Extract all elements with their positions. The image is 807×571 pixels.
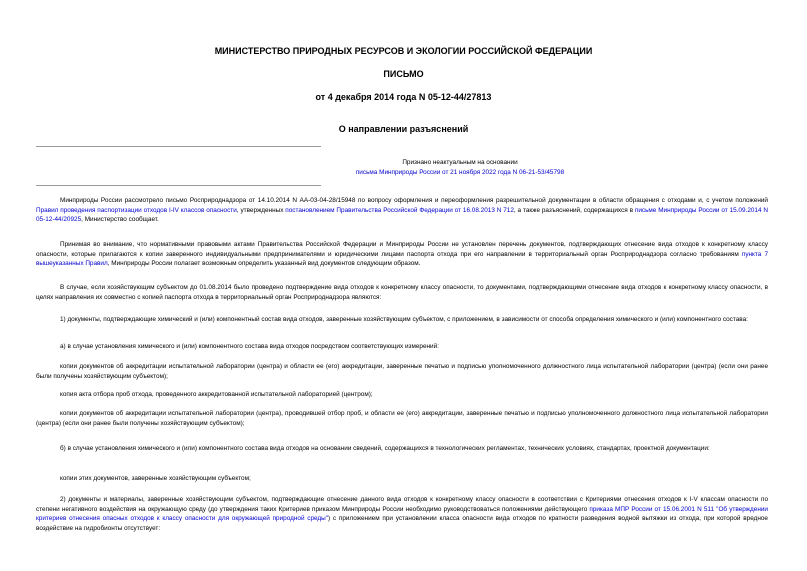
link-rules-point-7[interactable]: пункта 7 вышеуказанных Правил (36, 250, 768, 268)
document-subject: О направлении разъяснений (338, 124, 469, 134)
link-mpr-order-511[interactable]: приказа МПР России от 15.06.2001 N 511 "Об утверждении критериев отнесения опасных отходов к классу опасности для окружающей природной среды" (36, 505, 768, 523)
paragraph-text: , утвержденных (236, 206, 286, 214)
document-date-number: от 4 декабря 2014 года N 05-12-44/27813 (315, 92, 492, 102)
link-ministry-letter[interactable]: письме Минприроды России от 15.09.2014 N 05-12-44/20925 (36, 206, 768, 224)
paragraph-text: , Минприроды России полагает возможным определить указанный вид документов следующим образом. (107, 260, 421, 268)
status-note-link-line (260, 168, 660, 178)
status-note: Признано неактуальным на основании (402, 159, 518, 166)
paragraph-text: 2) документы и материалы, заверенные хозяйствующим субъектом, подтверждающие отнесение данного вида отходов к конкретному классу опасности в соответствии с Критериями отнесения отходов к I-V классам опасности по степени негативного воздействия на окружающую среду (до утверждения таких Критериев приказом Минприроды России необходимо руководствоваться положениями действующего (36, 496, 768, 513)
paragraph-text: , а также разъяснений, содержащихся в (513, 206, 635, 214)
paragraph-8: копии документов об аккредитации испытательной лаборатории (центра), проводившей отбор проб, и области ее (его) аккредитации, заверенные печатью и подписью уполномоченного должностного лица испытательной лаборатории (центра) (если они ранее были получены хозяйствующим субъектом); (36, 410, 768, 427)
paragraph-11 (36, 495, 768, 533)
divider-top (36, 146, 321, 147)
paragraph-5: а) в случае установления химического и (или) компонентного состава вида отходов посредством соответствующих измерений: (60, 343, 439, 350)
paragraph-9: б) в случае установления химического и (или) компонентного состава вида отходов на основании сведений, содержащихся в технологических регламентах, технических условиях, стандартах, проектной документации: (60, 445, 710, 452)
paragraph-text: , Министерство сообщает. (81, 216, 159, 224)
paragraph-text: ) с приложением при установлении класса опасности вида отходов по кратности разведения водной вытяжки из отхода, при которой вредное воздействие на гидробионты отсутствует: (36, 515, 768, 532)
paragraph-text: Минприроды России рассмотрело письмо Росприроднадзора от 14.10.2014 N АА-03-04-28/15948 по вопросу оформления и переоформления разрешительной документации в области обращения с отходами и, с учетом положений (60, 197, 768, 204)
link-government-decree[interactable]: постановлением Правительства Российской Федерации от 16.08.2013 N 712 (285, 206, 514, 214)
paragraph-text: Принимая во внимание, что нормативными правовыми актами Правительства Российской Федерации и Минприроды России не установлен перечень документов, подтверждающих отнесение вида отходов к конкретному классу опасности, которые прилагаются к копии заверенного индивидуальными предпринимателями и юридическими лицами паспорта отхода при его направлении в территориальный орган Росприроднадзора согласно требованиям (36, 241, 768, 258)
paragraph-6: копии документов об аккредитации испытательной лаборатории (центра) и области ее (его) аккредитации, заверенные печатью и подписью уполномоченного должностного лица испытательной лаборатории (центра) (если они ранее были получены хозяйствующим субъектом); (36, 363, 768, 380)
status-note-link[interactable]: письма Минприроды России от 21 ноября 2022 года N 06-21-53/45798 (355, 169, 565, 176)
paragraph-1 (36, 196, 768, 225)
paragraph-4: 1) документы, подтверждающие химический и (или) компонентный состав вида отходов, заверенные хозяйствующим субъектом, с приложением, в зависимости от способа определения химического и (или) компонентного состава: (60, 316, 748, 323)
ministry-title: МИНИСТЕРСТВО ПРИРОДНЫХ РЕСУРСОВ И ЭКОЛОГИИ РОССИЙСКОЙ ФЕДЕРАЦИИ (214, 46, 593, 56)
document-type: ПИСЬМО (383, 69, 424, 79)
divider-bottom (36, 185, 321, 186)
paragraph-10: копии этих документов, заверенные хозяйствующим субъектом; (60, 475, 251, 482)
paragraph-2 (36, 240, 768, 269)
link-passport-rules[interactable]: Правил проведения паспортизации отходов I-IV классов опасности (36, 206, 237, 214)
paragraph-3: В случае, если хозяйствующим субъектом до 01.08.2014 было проведено подтверждение вида отходов к конкретному классу опасности, то документами, подтверждающими отнесение вида отходов к конкретному классу опасности, в целях направления их совместно с копией паспорта отхода в территориальный орган Росприроднадзора являются: (36, 284, 768, 301)
paragraph-7: копия акта отбора проб отхода, проведенного аккредитованной испытательной лабораторией (центром); (60, 391, 373, 398)
